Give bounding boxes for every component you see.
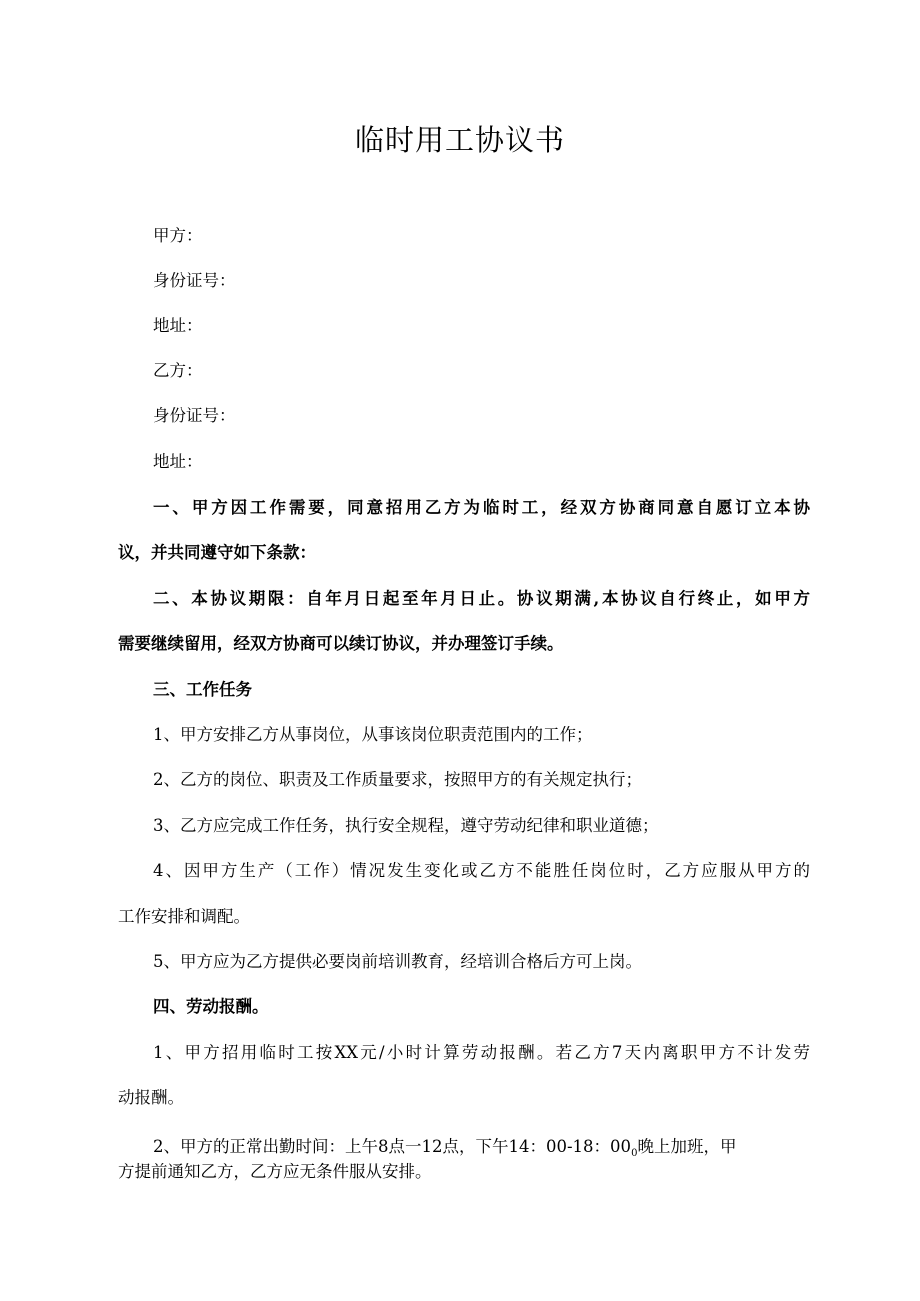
section4-heading: 四、劳动报酬。 — [153, 997, 269, 1016]
pay1-line1: 1、甲方招用临时工按XX元/小时计算劳动报酬。若乙方7天内离职甲方不计发劳 — [153, 1043, 810, 1062]
party-b-id-label: 身份证号： — [153, 406, 236, 425]
pay2-line1-subscript: 0 — [631, 1148, 638, 1159]
task5: 5、甲方应为乙方提供必要岗前培训教育，经培训合格后方可上岗。 — [153, 952, 642, 971]
document-title: 临时用工协议书 — [354, 123, 565, 157]
party-b-label: 乙方： — [153, 361, 203, 380]
party-a-address-label: 地址： — [153, 316, 203, 335]
clause2-line1: 二、本协议期限：自年月日起至年月日止。协议期满,本协议自行终止，如甲方 — [153, 589, 810, 608]
pay2-line1 — [153, 1133, 818, 1157]
section3-heading: 三、工作任务 — [153, 680, 252, 699]
clause1-line1: 一、甲方因工作需要，同意招用乙方为临时工，经双方协商同意自愿订立本协 — [153, 498, 810, 517]
task4-line2: 工作安排和调配。 — [118, 907, 250, 926]
task4-line1: 4、因甲方生产（工作）情况发生变化或乙方不能胜任岗位时，乙方应服从甲方的 — [153, 861, 810, 880]
pay2-line1-end: 晚上加班，甲 — [637, 1137, 737, 1156]
task1: 1、甲方安排乙方从事岗位，从事该岗位职责范围内的工作； — [153, 725, 593, 744]
party-a-id-label: 身份证号： — [153, 271, 236, 290]
task3: 3、乙方应完成工作任务，执行安全规程，遵守劳动纪律和职业道德； — [153, 816, 659, 835]
pay2-line1-main: 2、甲方的正常出勤时间：上午8点一12点，下午14：00-18：00 — [153, 1137, 632, 1156]
clause2-line2: 需要继续留用，经双方协商可以续订协议，并办理签订手续。 — [118, 634, 564, 653]
party-b-address-label: 地址： — [153, 452, 203, 471]
pay2-line2: 方提前通知乙方，乙方应无条件服从安排。 — [118, 1162, 432, 1181]
task2: 2、乙方的岗位、职责及工作质量要求，按照甲方的有关规定执行； — [153, 770, 642, 789]
clause1-line2: 议，并共同遵守如下条款： — [118, 543, 316, 562]
pay1-line2: 动报酬。 — [118, 1088, 184, 1107]
party-a-label: 甲方： — [153, 226, 203, 245]
